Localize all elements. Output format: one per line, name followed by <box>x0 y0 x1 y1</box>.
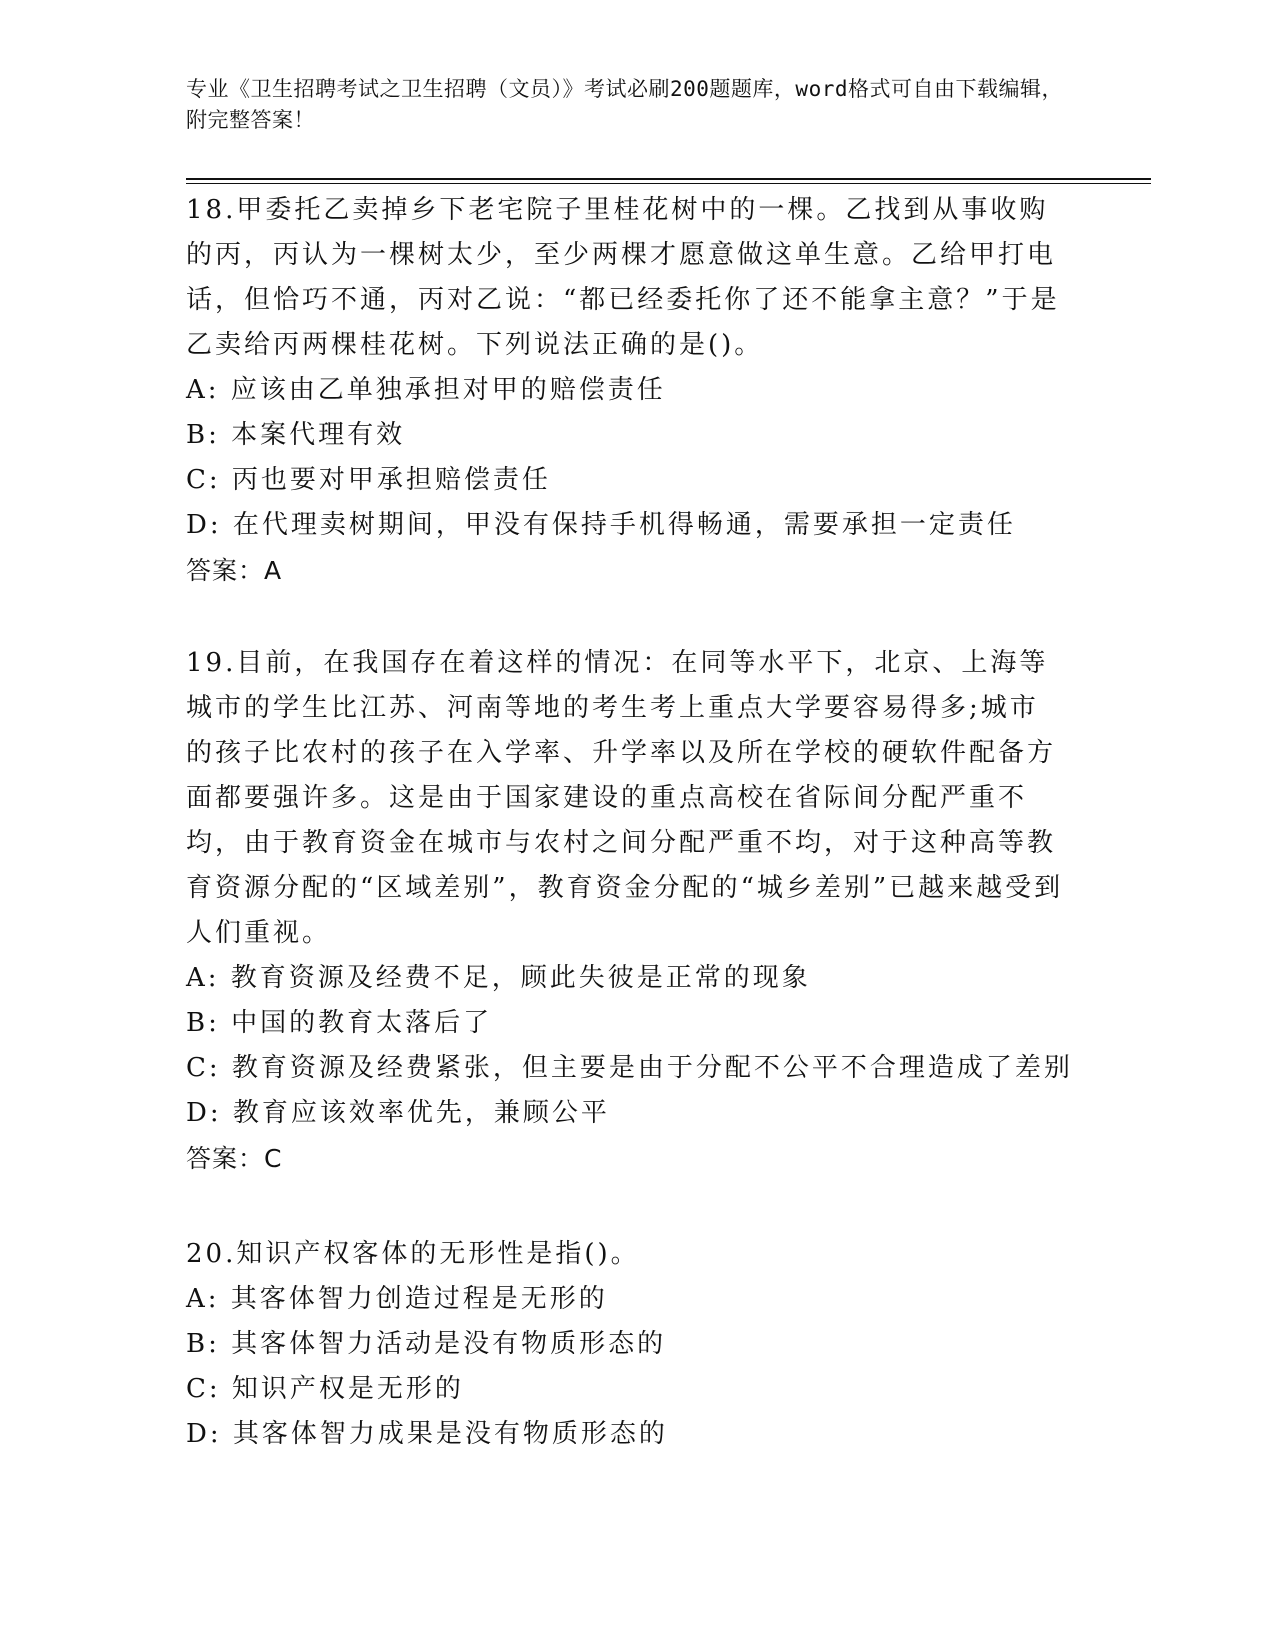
question-20 <box>186 1232 1066 1457</box>
option-a: A: 其客体智力创造过程是无形的 <box>186 1284 608 1314</box>
question-stem: 19.目前，在我国存在着这样的情况：在同等水平下，北京、上海等城市的学生比江苏、河南等地的考生考上重点大学要容易得多;城市的孩子比农村的孩子在入学率、升学率以及所在学校的硬软件配备方面都要强许多。这是由于国家建设的重点高校在省际间分配严重不均，由于教育资金在城市与农村之间分配严重不均，对于这种高等教育资源分配的“区域差别”，教育资金分配的“城乡差别”已越来越受到人们重视。 <box>186 648 1064 948</box>
answer-label: 答案：C <box>186 1144 283 1173</box>
option-d: D: 其客体智力成果是没有物质形态的 <box>186 1419 668 1449</box>
question-stem: 18.甲委托乙卖掉乡下老宅院子里桂花树中的一棵。乙找到从事收购的丙，丙认为一棵树太少，至少两棵才愿意做这单生意。乙给甲打电话，但恰巧不通，丙对乙说：“都已经委托你了还不能拿主意？”于是乙卖给丙两棵桂花树。下列说法正确的是()。 <box>186 195 1060 360</box>
header-divider-thick <box>186 178 1151 180</box>
option-c: C: 教育资源及经费紧张，但主要是由于分配不公平不合理造成了差别 <box>186 1053 1073 1083</box>
option-b: B: 其客体智力活动是没有物质形态的 <box>186 1329 667 1359</box>
option-d: D: 教育应该效率优先，兼顾公平 <box>186 1098 610 1128</box>
option-a: A: 应该由乙单独承担对甲的赔偿责任 <box>186 375 666 405</box>
option-c: C: 知识产权是无形的 <box>186 1374 464 1404</box>
question-19 <box>186 641 1073 1181</box>
option-c: C: 丙也要对甲承担赔偿责任 <box>186 465 551 495</box>
page-header-title: 专业《卫生招聘考试之卫生招聘（文员）》考试必刷200题题库，word格式可自由下载编辑，附完整答案！ <box>186 77 1063 132</box>
question-18 <box>186 188 1066 593</box>
option-b: B: 本案代理有效 <box>186 420 406 450</box>
header-divider-thin <box>186 183 1151 184</box>
answer-label: 答案：A <box>186 556 283 585</box>
question-stem: 20.知识产权客体的无形性是指()。 <box>186 1239 640 1269</box>
option-a: A: 教育资源及经费不足，顾此失彼是正常的现象 <box>186 963 811 993</box>
option-d: D: 在代理卖树期间，甲没有保持手机得畅通，需要承担一定责任 <box>186 510 1016 540</box>
option-b: B: 中国的教育太落后了 <box>186 1008 493 1038</box>
